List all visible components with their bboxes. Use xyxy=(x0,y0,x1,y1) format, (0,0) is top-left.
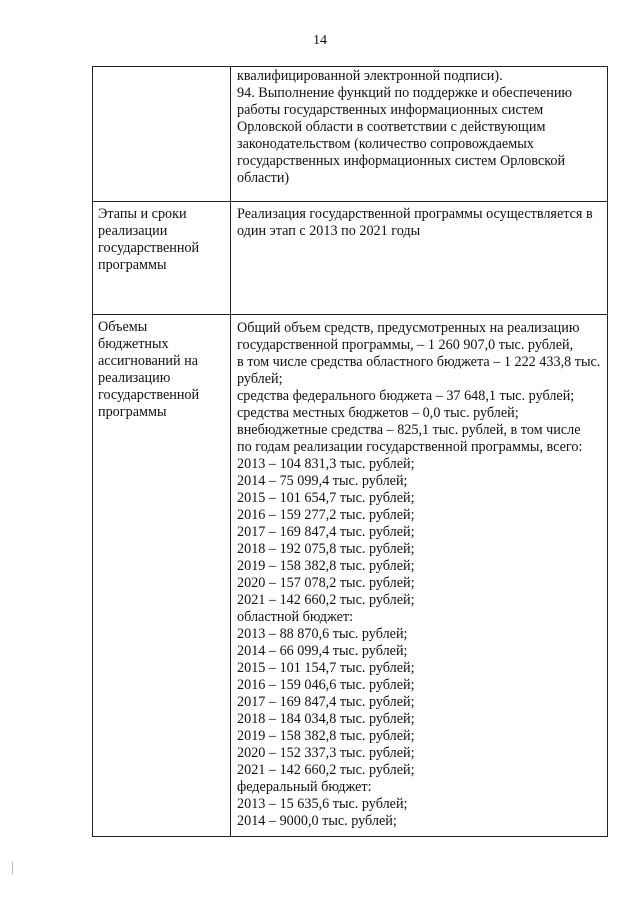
label-line: реализацию xyxy=(98,370,171,386)
row-content-cell xyxy=(231,202,608,315)
content-line: по годам реализации государственной программы, всего: xyxy=(237,439,583,455)
content-line: 2013 – 104 831,3 тыс. рублей; xyxy=(237,456,415,472)
content-line: 2021 – 142 660,2 тыс. рублей; xyxy=(237,762,415,778)
content-line: Общий объем средств, предусмотренных на реализацию xyxy=(237,320,580,336)
content-line: законодательством (количество сопровождаемых xyxy=(237,136,534,152)
content-line: Реализация государственной программы осуществляется в xyxy=(237,206,593,222)
content-line: 94. Выполнение функций по поддержке и обеспечению xyxy=(237,85,573,101)
label-line: программы xyxy=(98,257,167,273)
row-label-cell xyxy=(93,315,231,837)
content-line: 2017 – 169 847,4 тыс. рублей; xyxy=(237,694,415,710)
content-line: внебюджетные средства – 825,1 тыс. рублей, в том числе xyxy=(237,422,581,438)
row-label-cell xyxy=(93,67,231,202)
content-line: 2019 – 158 382,8 тыс. рублей; xyxy=(237,728,415,744)
content-line: 2015 – 101 654,7 тыс. рублей; xyxy=(237,490,415,506)
label-line: ассигнований на xyxy=(98,353,199,369)
content-line: 2015 – 101 154,7 тыс. рублей; xyxy=(237,660,415,676)
content-line: в том числе средства областного бюджета – 1 222 433,8 тыс. xyxy=(237,354,601,370)
label-line: бюджетных xyxy=(98,336,169,352)
table-row xyxy=(93,202,608,315)
content-line: 2013 – 88 870,6 тыс. рублей; xyxy=(237,626,408,642)
content-line: 2020 – 157 078,2 тыс. рублей; xyxy=(237,575,415,591)
content-line: Орловской области в соответствии с действующим xyxy=(237,119,546,135)
content-line: государственных информационных систем Орловской xyxy=(237,153,566,169)
content-line: областной бюджет: xyxy=(237,609,354,625)
content-line: 2016 – 159 277,2 тыс. рублей; xyxy=(237,507,415,523)
content-line: 2014 – 75 099,4 тыс. рублей; xyxy=(237,473,408,489)
content-line: федеральный бюджет: xyxy=(237,779,372,795)
row-content-cell xyxy=(231,67,608,202)
label-line: Этапы и сроки xyxy=(98,206,187,222)
row-label-cell xyxy=(93,202,231,315)
content-line: 2014 – 66 099,4 тыс. рублей; xyxy=(237,643,408,659)
label-line: реализации xyxy=(98,223,168,239)
content-line: 2014 – 9000,0 тыс. рублей; xyxy=(237,813,397,829)
label-line: программы xyxy=(98,404,167,420)
content-line: средства федерального бюджета – 37 648,1 тыс. рублей; xyxy=(237,388,575,404)
scan-margin-mark xyxy=(12,862,13,874)
content-line: квалифицированной электронной подписи). xyxy=(237,68,503,84)
content-line: средства местных бюджетов – 0,0 тыс. рублей; xyxy=(237,405,519,421)
content-line: рублей; xyxy=(237,371,283,387)
content-line: 2016 – 159 046,6 тыс. рублей; xyxy=(237,677,415,693)
content-line: работы государственных информационных систем xyxy=(237,102,544,118)
passport-table xyxy=(92,66,608,837)
table-row xyxy=(93,315,608,837)
content-line: государственной программы, – 1 260 907,0 тыс. рублей, xyxy=(237,337,574,353)
content-line: один этап с 2013 по 2021 годы xyxy=(237,223,421,239)
content-line: 2019 – 158 382,8 тыс. рублей; xyxy=(237,558,415,574)
table-row xyxy=(93,67,608,202)
row-content-cell xyxy=(231,315,608,837)
content-line: 2017 – 169 847,4 тыс. рублей; xyxy=(237,524,415,540)
content-line: 2021 – 142 660,2 тыс. рублей; xyxy=(237,592,415,608)
content-line: 2013 – 15 635,6 тыс. рублей; xyxy=(237,796,408,812)
page-number: 14 xyxy=(313,33,327,48)
label-line: государственной xyxy=(98,240,200,256)
content-line: 2018 – 192 075,8 тыс. рублей; xyxy=(237,541,415,557)
label-line: государственной xyxy=(98,387,200,403)
label-line: Объемы xyxy=(98,319,148,335)
content-line: области) xyxy=(237,170,290,186)
content-line: 2018 – 184 034,8 тыс. рублей; xyxy=(237,711,415,727)
content-line: 2020 – 152 337,3 тыс. рублей; xyxy=(237,745,415,761)
